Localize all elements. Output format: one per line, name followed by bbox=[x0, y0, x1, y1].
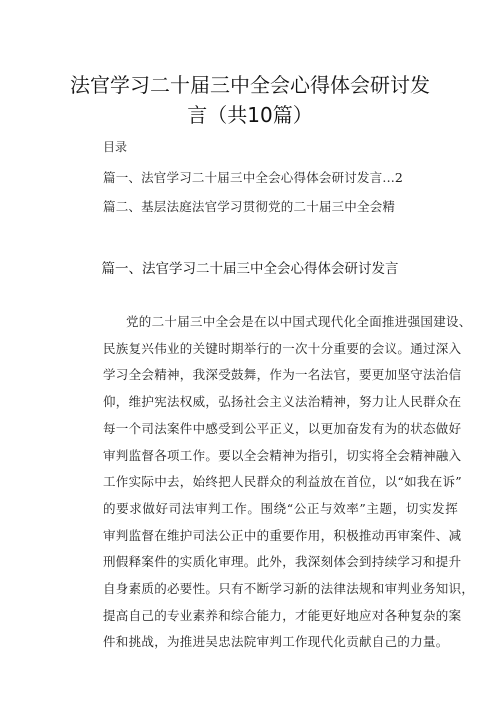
toc-item-2[interactable]: 篇二、基层法庭法官学习贯彻党的二十届三中全会精 bbox=[103, 199, 396, 214]
body-line: 仰，维护宪法权威，弘扬社会主义法治精神，努力让人民群众在 bbox=[103, 394, 462, 410]
body-line: 自身素质的必要性。只有不断学习新的法律法规和审判业务知识， bbox=[103, 581, 475, 596]
body-line: 工作实际中去，始终把人民群众的利益放在首位，以“如我在诉” bbox=[103, 474, 462, 490]
toc-heading: 目录 bbox=[103, 140, 128, 154]
document-title-line-1: 法官学习二十届三中全会心得体会研讨发 bbox=[70, 73, 430, 97]
section-title: 篇一、法官学习二十届三中全会心得体会研讨发言 bbox=[101, 261, 399, 277]
body-line: 每一个司法案件中感受到公平正义，以更加奋发有为的状态做好 bbox=[103, 420, 462, 436]
body-line: 审判监督在维护司法公正中的重要作用，积极推动再审案件、减 bbox=[103, 527, 462, 543]
document-title-line-2: 言（共10篇） bbox=[187, 103, 313, 127]
toc-item-1[interactable]: 篇一、法官学习二十届三中全会心得体会研讨发言...2 bbox=[103, 170, 404, 185]
body-line: 刑假释案件的实质化审理。此外，我深刻体会到持续学习和提升 bbox=[103, 554, 462, 570]
body-line: 件和挑战，为推进吴忠法院审判工作现代化贡献自己的力量。 bbox=[103, 634, 449, 650]
body-line: 的要求做好司法审判工作。围绕“公正与效率”主题，切实发挥 bbox=[103, 500, 458, 516]
body-line: 提高自己的专业素养和综合能力，才能更好地应对各种复杂的案 bbox=[103, 607, 462, 623]
body-line: 党的二十届三中全会是在以中国式现代化全面推进强国建设、 bbox=[126, 314, 472, 329]
body-line: 民族复兴伟业的关键时期举行的一次十分重要的会议。通过深入 bbox=[103, 340, 462, 356]
body-line: 学习全会精神，我深受鼓舞，作为一名法官，要更加坚守法治信 bbox=[103, 367, 462, 383]
body-line: 审判监督各项工作。要以全会精神为指引，切实将全会精神融入 bbox=[103, 447, 462, 463]
